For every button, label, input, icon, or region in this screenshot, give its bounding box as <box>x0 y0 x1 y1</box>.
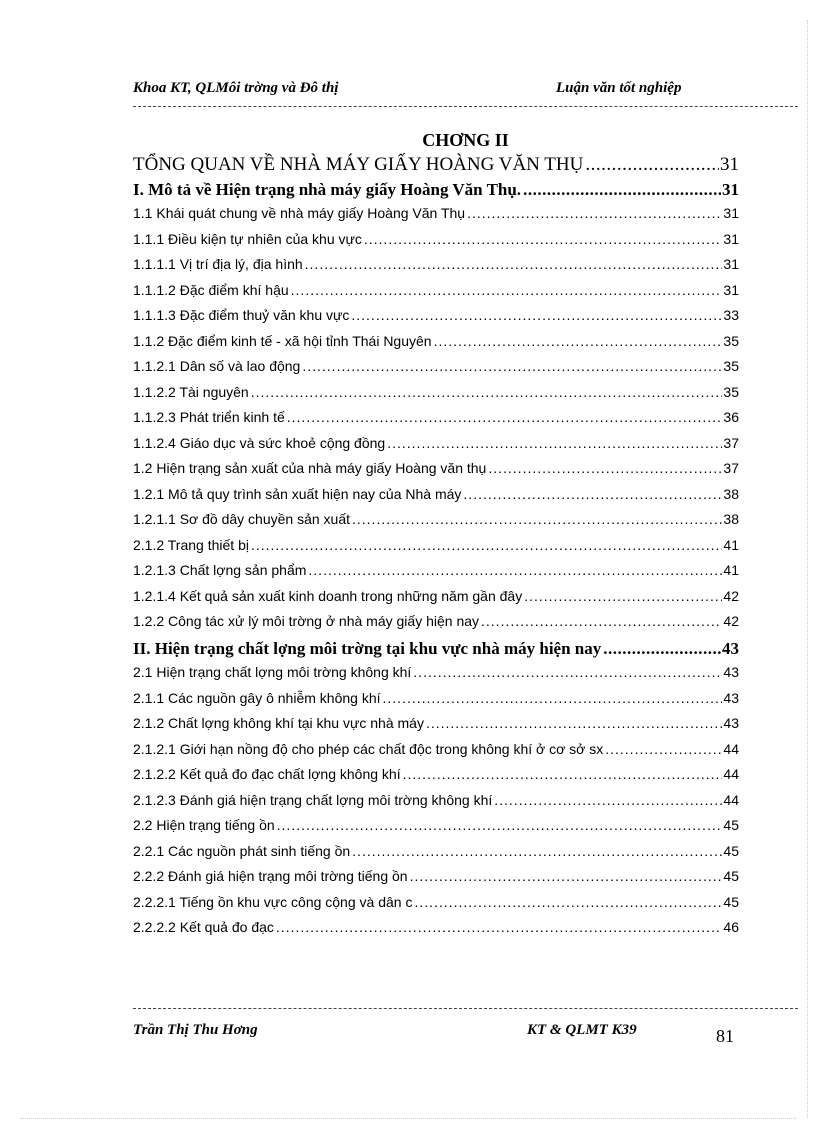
toc-entry-title: 1.2 Hiện trạng sản xuất của nhà máy giấy Hoàng văn thụ <box>133 460 487 476</box>
toc-entry-title: 1.2.1.4 Kết quả sản xuất kinh doanh trong những năm gần đây <box>133 587 523 604</box>
toc-leader-dots <box>308 562 722 578</box>
toc-entry[interactable] <box>133 205 739 231</box>
toc-entry-page: 37 <box>723 434 739 451</box>
toc-entry[interactable] <box>133 690 739 716</box>
header-department: Khoa KT, QLMôi trờng và Đô thị <box>133 80 339 96</box>
toc-entry-title: 2.1 Hiện trạng chất lợng môi trờng không khí <box>133 664 412 680</box>
toc-entry[interactable] <box>133 460 739 486</box>
toc-entry-title: 2.2.2.1 Tiếng ồn khu vực công cộng và dân c <box>133 893 413 910</box>
footer-author: Trần Thị Thu Hơng <box>133 1022 258 1038</box>
header-divider <box>133 106 798 107</box>
toc-entry-page: 36 <box>723 409 739 425</box>
toc-leader-dots <box>426 715 722 731</box>
toc-entry-title: 1.1.2 Đặc điểm kinh tế - xã hội tỉnh Thái Nguyên <box>133 332 432 349</box>
page-edge-bottom <box>20 1118 796 1119</box>
toc-entry-page: 44 <box>723 791 739 808</box>
toc-entry[interactable] <box>133 358 739 384</box>
toc-entry-title: 2.1.2.1 Giới hạn nồng độ cho phép các chất độc trong không khí ở cơ sở sx <box>133 740 604 757</box>
toc-leader-dots <box>605 741 722 757</box>
toc-entry[interactable] <box>133 766 739 792</box>
toc-entry-title: 1.2.2 Công tác xử lý môi trờng ở nhà máy giấy hiện nay <box>133 613 480 629</box>
toc-entry-title: 1.1.2.1 Dân số và lao động <box>133 358 301 374</box>
toc-entry[interactable] <box>133 817 739 843</box>
toc-entry-title: 2.1.2 Trang thiết bị <box>133 536 249 553</box>
toc-entry-page: 31 <box>723 256 739 272</box>
toc-entry-page: 31 <box>723 230 739 247</box>
page-number: 81 <box>716 1026 734 1046</box>
toc-leader-dots <box>352 511 722 527</box>
toc-entry[interactable] <box>133 664 739 690</box>
toc-leader-dots <box>463 486 722 502</box>
toc-leader-dots <box>351 307 722 323</box>
toc-entry-page: 43 <box>723 715 739 731</box>
toc-leader-dots <box>352 843 722 859</box>
toc-entry[interactable] <box>133 613 739 639</box>
toc-entry[interactable] <box>133 180 739 206</box>
toc-entry[interactable] <box>133 715 739 741</box>
toc-leader-dots <box>413 664 722 680</box>
toc-leader-dots <box>494 792 722 808</box>
toc-leader-dots <box>414 894 722 910</box>
toc-entry[interactable] <box>133 384 739 410</box>
toc-entry[interactable] <box>133 333 739 359</box>
toc-entry-title: 1.2.1 Mô tả quy trình sản xuất hiện nay của Nhà máy <box>133 485 462 502</box>
toc-leader-dots <box>277 817 723 833</box>
toc-entry-title: 2.1.2.2 Kết quả đo đạc chất lợng không khí <box>133 766 401 782</box>
toc-entry-title: 1.2.1.1 Sơ đồ dây chuyền sản xuất <box>133 511 350 527</box>
toc-entry[interactable] <box>133 894 739 920</box>
toc-entry-title: 2.2.2.2 Kết quả đo đạc <box>133 919 274 935</box>
toc-leader-dots <box>291 282 723 298</box>
toc-entry-title: 1.1.1.1 Vị trí địa lý, địa hình <box>133 256 303 272</box>
toc-entry[interactable] <box>133 639 739 665</box>
toc-entry[interactable] <box>133 919 739 945</box>
footer-divider <box>133 1008 798 1009</box>
chapter-title: CHƠNG II <box>422 130 509 150</box>
toc-entry[interactable] <box>133 231 739 257</box>
toc-entry-title: 1.1.1 Điều kiện tự nhiên của khu vực <box>133 230 362 247</box>
toc-entry-title: 1.1 Khái quát chung về nhà máy giấy Hoàng Văn Thụ <box>133 205 466 221</box>
toc-entry-title: TỔNG QUAN VỀ NHÀ MÁY GIẤY HOÀNG VĂN THỤ <box>133 154 584 175</box>
toc-entry-page: 45 <box>723 817 739 833</box>
toc-entry-title: 2.2.2 Đánh giá hiện trạng môi trờng tiếng ồn <box>133 868 408 884</box>
toc-entry[interactable] <box>133 511 739 537</box>
toc-leader-dots <box>305 256 723 272</box>
toc-entry[interactable] <box>133 307 739 333</box>
toc-entry-page: 43 <box>723 664 739 680</box>
toc-leader-dots <box>523 180 721 200</box>
toc-entry-title: 1.1.1.2 Đặc điểm khí hậu <box>133 281 289 298</box>
toc-entry-page: 31 <box>722 179 739 199</box>
toc-entry-page: 44 <box>723 766 739 782</box>
toc-entry-title: 2.2 Hiện trạng tiếng ồn <box>133 817 275 833</box>
toc-leader-dots <box>251 537 722 553</box>
toc-entry-page: 31 <box>720 154 739 175</box>
toc-entry-page: 41 <box>723 562 739 578</box>
toc-leader-dots <box>383 690 723 706</box>
toc-entry-page: 35 <box>723 358 739 374</box>
toc-entry-page: 43 <box>722 638 739 658</box>
toc-entry-page: 46 <box>723 919 739 935</box>
toc-entry-title: 2.1.1 Các nguồn gây ô nhiễm không khí <box>133 689 381 706</box>
toc-leader-dots <box>287 409 723 425</box>
toc-leader-dots <box>410 868 723 884</box>
toc-entry[interactable] <box>133 409 739 435</box>
toc-entry[interactable] <box>133 588 739 614</box>
toc-entry[interactable] <box>133 843 739 869</box>
toc-leader-dots <box>488 460 722 476</box>
toc-entry-page: 38 <box>723 511 739 527</box>
toc-entry-title: 2.1.2.3 Đánh giá hiện trạng chất lợng môi trờng không khí <box>133 791 493 808</box>
toc-entry[interactable] <box>133 562 739 588</box>
toc-entry-title: I. Mô tả về Hiện trạng nhà máy giấy Hoàng Văn Thụ. <box>133 179 522 199</box>
toc-entry-page: 31 <box>723 205 739 221</box>
toc-entry[interactable] <box>133 792 739 818</box>
toc-entry[interactable] <box>133 282 739 308</box>
toc-entry-title: 2.2.1 Các nguồn phát sinh tiếng ồn <box>133 842 351 859</box>
toc-entry-page: 35 <box>723 383 739 400</box>
toc-entry-title: 1.1.1.3 Đặc điểm thuỷ văn khu vực <box>133 307 350 323</box>
toc-entry-title: 1.1.2.2 Tài nguyên <box>133 383 249 400</box>
toc-leader-dots <box>434 333 723 349</box>
toc-entry-title: 1.1.2.3 Phát triển kinh tế <box>133 409 285 425</box>
toc-entry[interactable] <box>133 868 739 894</box>
toc-leader-dots <box>603 639 721 659</box>
toc-entry-page: 38 <box>723 485 739 502</box>
toc-leader-dots <box>585 154 719 176</box>
toc-entry-page: 31 <box>723 281 739 298</box>
header-document-type: Luận văn tốt nghiệp <box>556 80 682 96</box>
toc-entry[interactable] <box>133 435 739 461</box>
toc-entry-page: 33 <box>723 307 739 323</box>
toc-entry[interactable] <box>133 154 739 180</box>
toc-leader-dots <box>467 205 722 221</box>
toc-entry-page: 42 <box>723 613 739 629</box>
toc-entry[interactable] <box>133 741 739 767</box>
toc-entry[interactable] <box>133 486 739 512</box>
toc-leader-dots <box>302 358 722 374</box>
toc-entry-page: 35 <box>723 332 739 349</box>
toc-entry-title: 1.2.1.3 Chất lợng sản phẩm <box>133 562 307 578</box>
table-of-contents <box>133 154 739 945</box>
toc-entry-page: 45 <box>723 842 739 859</box>
toc-entry-page: 44 <box>723 740 739 757</box>
toc-leader-dots <box>524 588 722 604</box>
toc-leader-dots <box>481 613 722 629</box>
page-edge-right <box>807 20 808 1118</box>
toc-entry-title: II. Hiện trạng chất lợng môi trờng tại khu vực nhà máy hiện nay <box>133 638 602 658</box>
toc-entry-title: 1.1.2.4 Giáo dục và sức khoẻ cộng đồng <box>133 434 386 451</box>
toc-entry-title: 2.1.2 Chất lợng không khí tại khu vực nhà máy <box>133 715 424 731</box>
toc-leader-dots <box>276 919 723 935</box>
toc-entry-page: 45 <box>723 868 739 884</box>
toc-leader-dots <box>403 766 723 782</box>
toc-entry[interactable] <box>133 256 739 282</box>
toc-entry[interactable] <box>133 537 739 563</box>
toc-leader-dots <box>364 231 723 247</box>
toc-entry-page: 43 <box>723 689 739 706</box>
toc-entry-page: 45 <box>723 893 739 910</box>
toc-leader-dots <box>251 384 723 400</box>
footer-class: KT & QLMT K39 <box>527 1022 637 1038</box>
toc-entry-page: 37 <box>723 460 739 476</box>
toc-leader-dots <box>387 435 722 451</box>
toc-entry-page: 41 <box>723 536 739 553</box>
toc-entry-page: 42 <box>723 587 739 604</box>
